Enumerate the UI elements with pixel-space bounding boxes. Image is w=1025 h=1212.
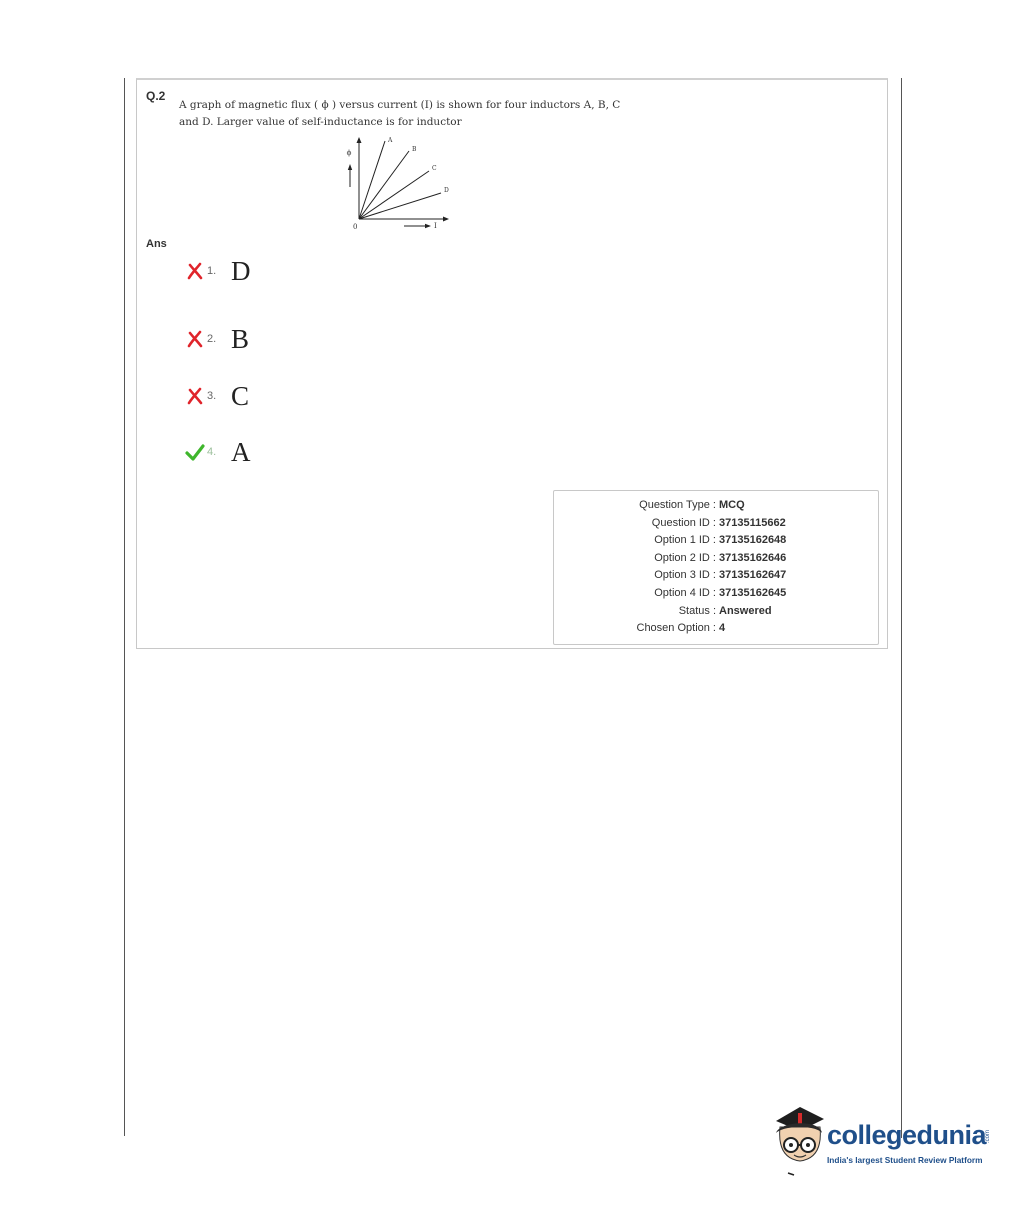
meta-row [554, 622, 878, 639]
option-4-text: A [231, 436, 251, 467]
x-axis-indicator-arrow [425, 224, 431, 228]
flux-line-d [359, 193, 441, 219]
option-2-text: B [231, 323, 250, 354]
flux-lines [359, 137, 449, 219]
meta-value: Answered [719, 605, 772, 617]
y-axis-indicator-arrow [348, 164, 352, 170]
y-axis-symbol: ϕ [346, 149, 352, 157]
option-2-number: 2. [207, 333, 217, 345]
meta-key: Option 2 ID : [654, 552, 716, 564]
meta-value: 37135162647 [719, 569, 787, 581]
meta-key: Chosen Option : [636, 622, 716, 634]
meta-value: 4 [719, 622, 726, 634]
meta-value: 37135162645 [719, 587, 787, 599]
flux-current-graph [337, 135, 467, 235]
flux-line-b [359, 151, 409, 219]
brand-name: collegedunia [827, 1120, 987, 1150]
x-axis-symbol: I [434, 222, 437, 230]
x-axis-arrow [443, 217, 449, 222]
question-meta-panel [553, 490, 879, 645]
option-1 [185, 256, 251, 286]
y-axis-arrow [357, 137, 362, 143]
meta-row [554, 587, 878, 604]
meta-key: Option 1 ID : [654, 534, 716, 546]
answer-label: Ans [146, 238, 167, 250]
page-rule-right [901, 78, 902, 1138]
checkmark-icon [185, 442, 205, 462]
flux-line-label: A [388, 137, 393, 144]
option-3-text: C [231, 380, 250, 411]
meta-row [554, 552, 878, 569]
meta-value: 37135162646 [719, 552, 787, 564]
meta-row [554, 605, 878, 622]
page-rule-left [124, 78, 125, 1136]
option-1-text: D [231, 255, 251, 286]
meta-key: Question ID : [651, 517, 716, 529]
option-2 [185, 324, 249, 354]
meta-key: Option 4 ID : [654, 587, 716, 599]
meta-row [554, 534, 878, 551]
option-4 [185, 437, 251, 467]
cross-icon [185, 261, 205, 281]
meta-row [554, 499, 878, 516]
meta-key: Status : [678, 605, 716, 617]
cross-icon [185, 386, 205, 406]
flux-line-label: C [432, 165, 437, 172]
meta-row [554, 517, 878, 534]
question-number: Q.2 [146, 89, 166, 103]
option-3-number: 3. [207, 390, 217, 402]
meta-key: Option 3 ID : [654, 569, 716, 581]
flux-line-label: B [412, 146, 417, 153]
option-1-number: 1. [207, 265, 217, 277]
meta-key: Question Type : [639, 499, 716, 511]
cross-icon [185, 329, 205, 349]
meta-row [554, 569, 878, 586]
flux-line-a [359, 141, 385, 219]
meta-value: 37135115662 [719, 517, 786, 529]
option-4-number: 4. [207, 446, 217, 458]
origin-label: 0 [353, 223, 358, 231]
option-3 [185, 381, 249, 411]
meta-value: MCQ [719, 499, 745, 511]
collegedunia-logo [770, 1103, 1000, 1179]
meta-value: 37135162648 [719, 534, 787, 546]
brand-domain: .com [985, 1130, 991, 1144]
mascot-icon [770, 1103, 828, 1179]
flux-line-label: D [444, 187, 449, 194]
question-card [136, 78, 888, 649]
flux-line-c [359, 171, 429, 219]
question-text: A graph of magnetic flux ( ϕ ) versus current (I) is shown for four inductors A, B, C and D. Larger value of self-inductance is for inductor [179, 99, 621, 128]
brand-tagline: India's largest Student Review Platform [827, 1155, 983, 1165]
